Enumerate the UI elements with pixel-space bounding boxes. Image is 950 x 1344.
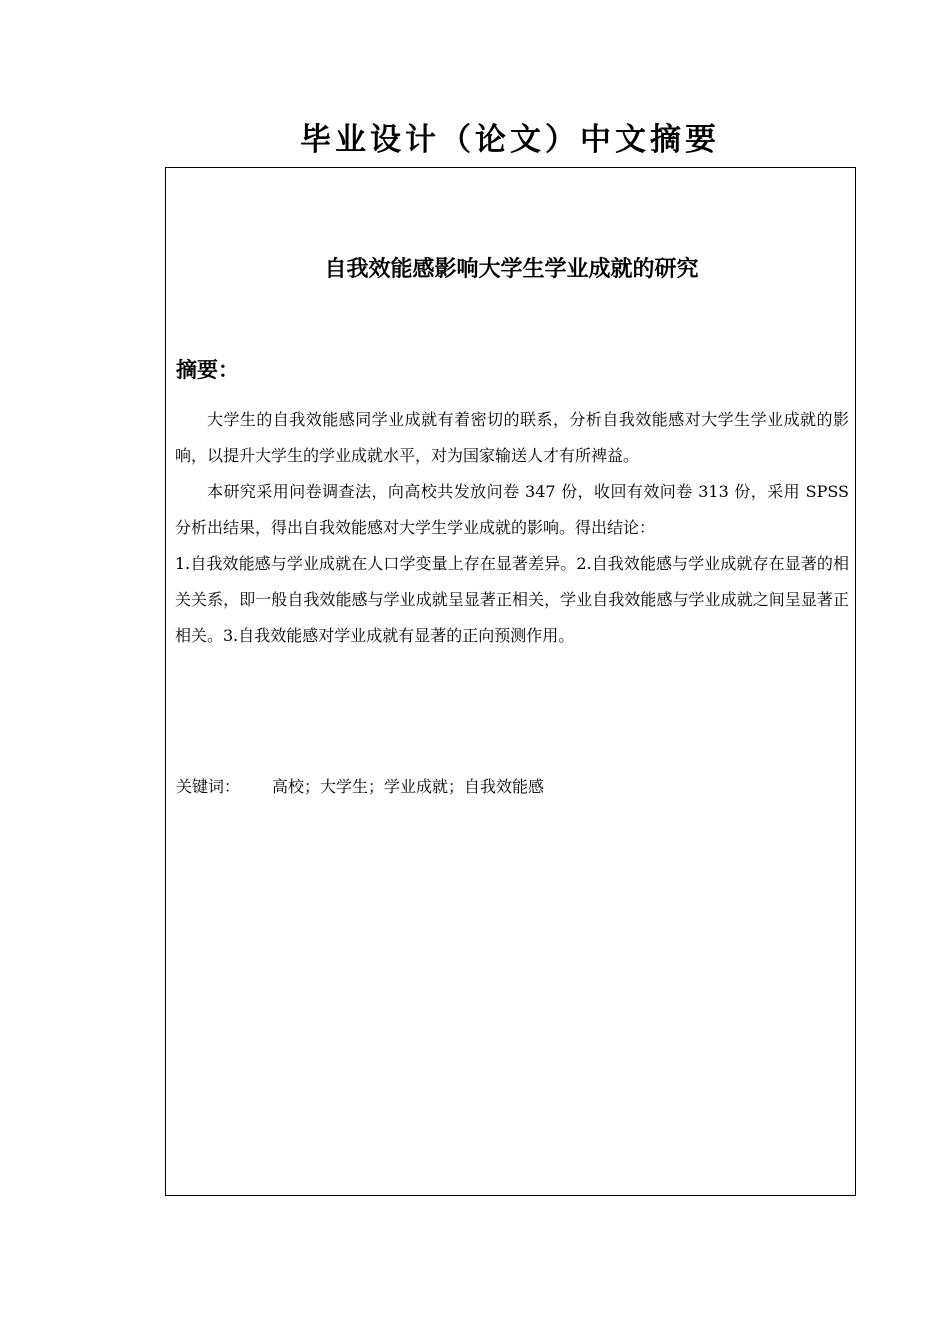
abstract-body [175,402,849,654]
abstract-paragraph-2: 本研究采用问卷调查法，向高校共发放问卷 347 份，收回有效问卷 313 份，采用 SPSS 分析出结果，得出自我效能感对大学生学业成就的影响。得出结论： [175,482,849,537]
abstract-heading: 摘要： [176,358,239,382]
keywords-line [176,772,544,802]
abstract-box [165,167,856,1196]
thesis-title: 自我效能感影响大学生学业成就的研究 [324,257,699,282]
page-title: 毕业设计（论文）中文摘要 [300,122,720,158]
keywords-value: 高校；大学生；学业成就；自我效能感 [272,777,545,796]
abstract-paragraph-3: 1.自我效能感与学业成就在人口学变量上存在显著差异。2.自我效能感与学业成就存在显著的相关关系，即一般自我效能感与学业成就呈显著正相关，学业自我效能感与学业成就之间呈显著正相关。3.自我效能感对学业成就有显著的正向预测作用。 [175,554,849,645]
keywords-label: 关键词： [176,777,241,796]
abstract-paragraph-1: 大学生的自我效能感同学业成就有着密切的联系，分析自我效能感对大学生学业成就的影响，以提升大学生的学业成就水平，对为国家输送人才有所裨益。 [175,410,849,465]
